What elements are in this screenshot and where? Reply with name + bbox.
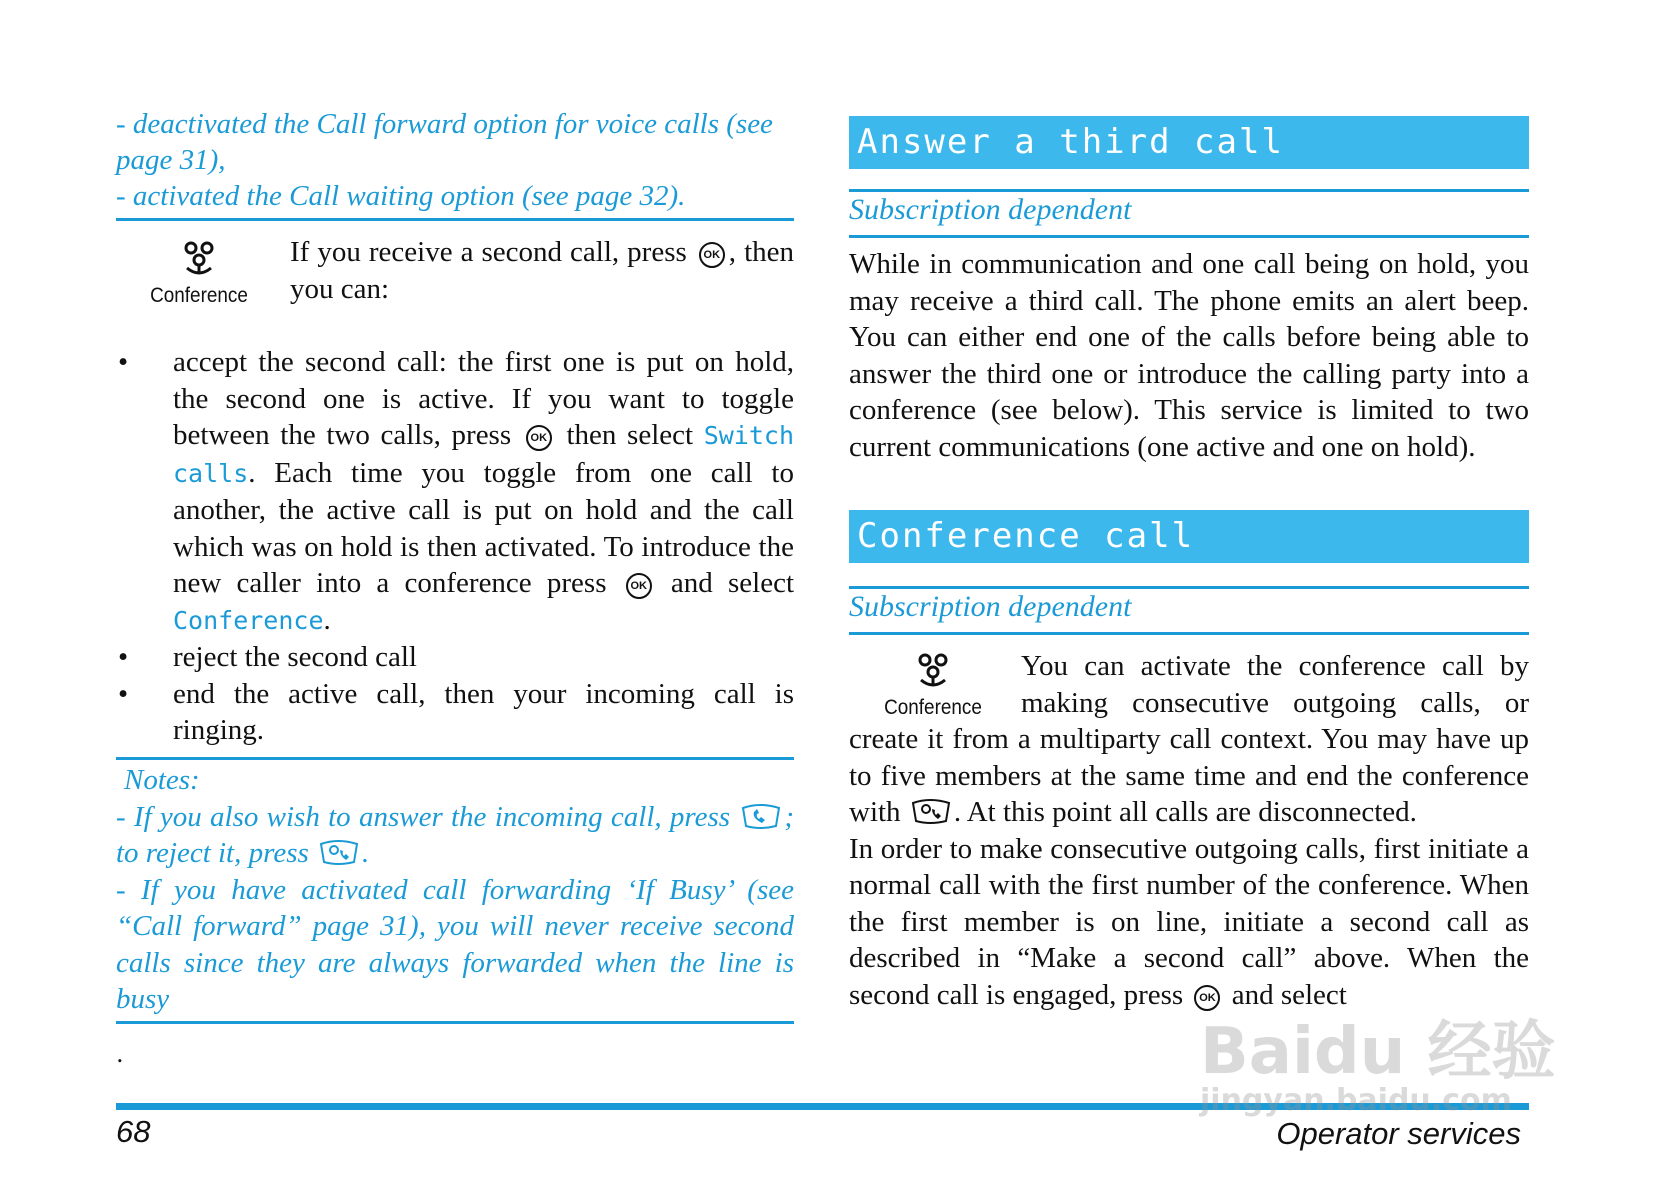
conference-text: and select <box>1231 978 1347 1011</box>
bullet-dot: • <box>118 677 129 710</box>
conference-icon-block <box>144 238 254 308</box>
prerequisite-line-1: - deactivated the Call forward option for voice calls (see page 31), <box>116 108 773 176</box>
watermark-url: jingyan.baidu.com <box>1200 1083 1512 1118</box>
section-title-conference-call: Conference call <box>849 510 1529 563</box>
hangup-key-icon <box>318 840 360 866</box>
divider-rule <box>849 632 1529 635</box>
hangup-key-icon <box>910 799 952 825</box>
conference-paragraph <box>849 648 1529 1013</box>
conference-text: You can activate the conference call by making consecutive outgoing calls, or create it from a multiparty call context. You may have up to five members at the same time and end the conference with <box>849 650 1529 828</box>
subscription-dependent-label: Subscription dependent <box>849 590 1132 623</box>
footer-rule <box>116 1103 1529 1110</box>
bullet-dot: • <box>118 641 129 673</box>
consecutive-calls-paragraph <box>849 831 1529 1014</box>
note-2: - If you have activated call forwarding ‘If Busy’ (see “Call forward” page 31), you will never receive second calls since they are always forwarded when the line is busy <box>116 873 794 1015</box>
third-call-paragraph: While in communication and one call being on hold, you may receive a third call. The phone emits an alert beep. You can either end one of the calls before being able to answer the third one or introduce the calling party into a conference (see below). This service is limited to two current communications (one active and one on hold). <box>849 248 1529 463</box>
divider-rule <box>116 757 794 760</box>
bullet-text: then select <box>566 419 694 451</box>
ok-key-icon: OK <box>626 573 652 599</box>
conference-icon-label: Conference <box>884 696 982 719</box>
bullet-text: end the active call, then your incoming call is ringing. <box>173 677 794 746</box>
options-list <box>116 344 794 749</box>
watermark-logo: Baidu 经验 <box>1200 1015 1556 1089</box>
conference-icon-label: Conference <box>150 284 248 307</box>
footer-section-name: Operator services <box>1276 1116 1521 1151</box>
subscription-dependent-label: Subscription dependent <box>849 193 1132 226</box>
bullet-text: . Each time you toggle from one call to another, the active call is put on hold and the call which was on hold is then activated. To introduce the new caller into a conference press <box>173 456 794 599</box>
bullet-dot: • <box>118 346 129 378</box>
divider-rule <box>849 189 1529 192</box>
ok-key-icon: OK <box>699 242 725 268</box>
bullet-text: reject the second call <box>173 641 417 673</box>
note-text: . <box>362 837 370 869</box>
list-item <box>116 639 794 676</box>
intro-text: If you receive a second call, press <box>290 236 687 268</box>
ok-key-icon: OK <box>526 425 552 451</box>
divider-rule <box>116 1021 794 1024</box>
note-text: ; to reject it, press <box>116 800 794 869</box>
bullet-text: accept the second call: the first one is put on hold, the second one is active. If you want to toggle between the two calls, press <box>173 346 794 451</box>
conference-menu-item: Conference <box>173 605 324 635</box>
list-item <box>116 676 794 749</box>
prerequisite-note <box>116 106 794 214</box>
prerequisite-line-2: - activated the Call waiting option (see page 32). <box>116 180 686 212</box>
intro-text-after: , then you can: <box>290 236 794 305</box>
conference-text: In order to make consecutive outgoing calls, first initiate a normal call with the first number of the conference. When the first member is on line, initiate a second call as described in “Make a second call” above. When the second call is engaged, press <box>849 832 1529 1011</box>
divider-rule <box>849 586 1529 589</box>
bullet-text: and select <box>670 567 795 599</box>
divider-rule <box>849 235 1529 238</box>
notes-block <box>116 762 794 1018</box>
list-item <box>116 344 794 639</box>
bullet-text: . <box>323 603 331 636</box>
section-title-answer-third-call: Answer a third call <box>849 116 1529 169</box>
conference-text: . At this point all calls are disconnected. <box>953 796 1417 828</box>
baidu-watermark <box>1200 1015 1600 1130</box>
answer-key-icon <box>740 804 782 830</box>
stray-dot: . <box>116 1040 124 1068</box>
intro-paragraph <box>290 234 794 307</box>
conference-icon <box>179 238 219 278</box>
icon-float-spacer <box>849 648 1021 716</box>
switch-calls-menu-item: Switch calls <box>173 421 795 488</box>
divider-rule <box>116 218 794 221</box>
note-text: - If you also wish to answer the incoming call, press <box>116 800 731 833</box>
page-number: 68 <box>116 1114 151 1149</box>
note-1 <box>116 799 794 872</box>
ok-key-icon: OK <box>1194 985 1220 1011</box>
notes-title: Notes: <box>124 764 200 796</box>
